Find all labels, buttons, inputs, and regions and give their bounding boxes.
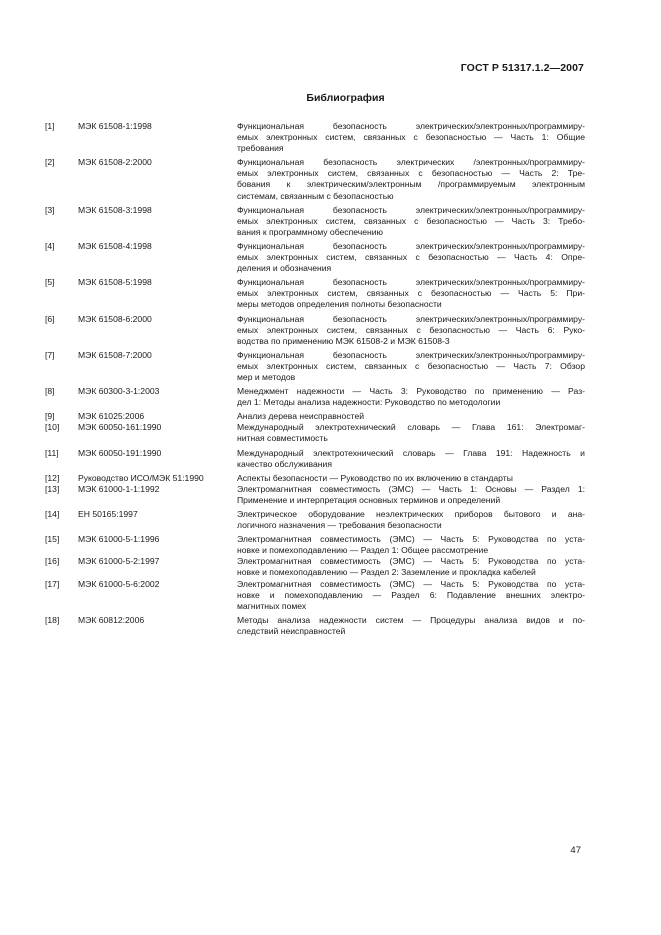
entry-standard-code: МЭК 61508-7:2000 bbox=[78, 349, 152, 360]
entry-description-line: емых электронных систем, связанных с безопасностью — Часть 3: Требо- bbox=[237, 215, 585, 226]
bibliography-entry bbox=[45, 556, 585, 578]
bibliography-entry bbox=[45, 448, 585, 470]
bibliography-entry bbox=[45, 350, 585, 383]
entry-description-line: меры методов определения полноты безопасности bbox=[237, 299, 442, 310]
entry-description-line: деления и обозначения bbox=[237, 263, 332, 274]
bibliography-entry bbox=[45, 411, 585, 422]
entry-description-line: Электромагнитная совместимость (ЭМС) — Часть 1: Основы — Раздел 1: bbox=[237, 483, 585, 494]
entry-description bbox=[237, 448, 585, 470]
entry-description-line: Функциональная безопасность электрических/электронных/программиру- bbox=[237, 313, 585, 324]
entry-number: [14] bbox=[45, 509, 60, 519]
entry-description-line: Международный электротехнический словарь — Глава 161: Электромаг- bbox=[237, 422, 585, 433]
entry-standard-code: МЭК 60300-3-1:2003 bbox=[78, 386, 160, 397]
entry-description-line: емых электронных систем, связанных с безопасностью — Часть 6: Руко- bbox=[237, 324, 585, 335]
entry-description-line: Функциональная безопасность электрических/электронных/программиру- bbox=[237, 277, 585, 288]
entry-description bbox=[237, 579, 585, 612]
entry-description-line: водства по применению МЭК 61508-2 и МЭК 61508-3 bbox=[237, 335, 450, 346]
entry-number: [5] bbox=[45, 277, 55, 288]
entry-number: [16] bbox=[45, 556, 60, 567]
entry-description-line: Функциональная безопасность электрических /электронных/программиру- bbox=[237, 157, 585, 168]
entry-description-line: емых электронных систем, связанных с безопасностью — Часть 4: Опре- bbox=[237, 252, 585, 263]
entry-description-line: нитная совместимость bbox=[237, 433, 328, 444]
section-title: Библиография bbox=[306, 92, 385, 104]
entry-description-line: Применение и интерпретация основных терминов и определений bbox=[237, 494, 501, 505]
entry-description-line: Международный электротехнический словарь — Глава 191: Надежность и bbox=[237, 447, 585, 458]
entry-standard-code: МЭК 61508-5:1998 bbox=[78, 277, 152, 288]
bibliography-entry bbox=[45, 509, 585, 531]
entry-description-line: Электрическое оборудование неэлектрических приборов бытового и ана- bbox=[237, 509, 585, 519]
entry-description-line: емых электронных систем, связанных с безопасностью — Часть 7: Обзор bbox=[237, 360, 585, 371]
entry-description bbox=[237, 121, 585, 154]
entry-description-line: Менеджмент надежности — Часть 3: Руководство по применению — Раз- bbox=[237, 386, 585, 397]
entry-description-line: бования к электрическим/электронным /программируемым электронным bbox=[237, 179, 585, 190]
entry-description bbox=[237, 556, 585, 578]
bibliography-entry bbox=[45, 314, 585, 347]
bibliography-entry bbox=[45, 241, 585, 274]
entry-description-line: Функциональная безопасность электрических/электронных/программиру- bbox=[237, 204, 585, 215]
entry-description-line: магнитных помех bbox=[237, 600, 307, 611]
entry-description-line: емых электронных систем, связанных с безопасностью — Часть 2: Тре- bbox=[237, 168, 585, 179]
entry-standard-code: МЭК 60050-161:1990 bbox=[78, 422, 162, 433]
entry-description-line: логичного назначения — требования безопасности bbox=[237, 520, 442, 531]
entry-description-line: Функциональная безопасность электрических/электронных/программиру- bbox=[237, 349, 585, 360]
entry-description-line: мер и методов bbox=[237, 371, 296, 382]
entry-description bbox=[237, 350, 585, 383]
entry-standard-code: МЭК 61508-6:2000 bbox=[78, 313, 152, 324]
entry-description-line: дел 1: Методы анализа надежности: Руководство по методологии bbox=[237, 397, 501, 408]
entry-number: [3] bbox=[45, 204, 55, 215]
entry-standard-code: МЭК 61508-1:1998 bbox=[78, 121, 152, 131]
bibliography-entry bbox=[45, 157, 585, 201]
entry-description bbox=[237, 509, 585, 531]
entry-description-line: емых электронных систем, связанных с безопасностью — Часть 1: Общие bbox=[237, 132, 585, 143]
bibliography-entry bbox=[45, 579, 585, 612]
entry-description-line: емых электронных систем, связанных с безопасностью — Часть 5: При- bbox=[237, 288, 585, 299]
entry-description bbox=[237, 386, 585, 408]
entry-description-line: новке и помехоподавлению — Раздел 2: Заземление и прокладка кабелей bbox=[237, 567, 536, 578]
bibliography-entry bbox=[45, 386, 585, 408]
entry-description bbox=[237, 422, 585, 444]
bibliography-entry bbox=[45, 615, 585, 637]
entry-description bbox=[237, 615, 585, 637]
bibliography-entry bbox=[45, 484, 585, 506]
entry-standard-code: Руководство ИСО/МЭК 51:1990 bbox=[78, 472, 204, 483]
entry-standard-code: МЭК 61508-4:1998 bbox=[78, 240, 152, 251]
entry-description-line: Аспекты безопасности — Руководство по их включению в стандарты bbox=[237, 472, 513, 483]
bibliography-entry bbox=[45, 422, 585, 444]
entry-description-line: следствий неисправностей bbox=[237, 625, 346, 636]
entry-number: [13] bbox=[45, 483, 60, 494]
page-number: 47 bbox=[570, 845, 581, 856]
bibliography-entry bbox=[45, 473, 585, 484]
entry-description-line: Электромагнитная совместимость (ЭМС) — Часть 5: Руководства по уста- bbox=[237, 556, 585, 567]
entry-number: [11] bbox=[45, 447, 59, 458]
entry-description-line: Анализ дерева неисправностей bbox=[237, 411, 365, 422]
entry-standard-code: МЭК 61508-2:2000 bbox=[78, 157, 152, 168]
entry-number: [15] bbox=[45, 534, 60, 545]
entry-standard-code: МЭК 61025:2006 bbox=[78, 411, 145, 422]
bibliography-entry bbox=[45, 534, 585, 556]
entry-description-line: требования bbox=[237, 143, 284, 154]
entry-description-line: Функциональная безопасность электрических/электронных/программиру- bbox=[237, 121, 585, 131]
entry-description-line: Методы анализа надежности систем — Процедуры анализа видов и по- bbox=[237, 614, 585, 625]
entry-standard-code: МЭК 60050-191:1990 bbox=[78, 447, 162, 458]
entry-number: [17] bbox=[45, 578, 60, 589]
entry-number: [2] bbox=[45, 157, 55, 168]
entry-description-line: Электромагнитная совместимость (ЭМС) — Часть 5: Руководства по уста- bbox=[237, 534, 585, 545]
entry-standard-code: МЭК 61000-5-6:2002 bbox=[78, 578, 160, 589]
entry-description-line: новке и помехоподавлению — Раздел 6: Подавление внешних электро- bbox=[237, 589, 585, 600]
entry-number: [9] bbox=[45, 411, 55, 422]
entry-number: [18] bbox=[45, 614, 60, 625]
entry-description bbox=[237, 534, 585, 556]
entry-number: [10] bbox=[45, 422, 60, 433]
entry-number: [12] bbox=[45, 472, 60, 483]
entry-description bbox=[237, 411, 585, 422]
entry-description bbox=[237, 205, 585, 238]
entry-number: [7] bbox=[45, 349, 55, 360]
bibliography-list bbox=[45, 121, 585, 640]
entry-description bbox=[237, 241, 585, 274]
entry-description-line: Электромагнитная совместимость (ЭМС) — Часть 5: Руководства по уста- bbox=[237, 578, 585, 589]
entry-standard-code: ЕН 50165:1997 bbox=[78, 509, 138, 519]
entry-description bbox=[237, 314, 585, 347]
entry-description-line: Функциональная безопасность электрических/электронных/программиру- bbox=[237, 240, 585, 251]
entry-description-line: новке и помехоподавлению — Раздел 1: Общее рассмотрение bbox=[237, 545, 489, 556]
entry-description-line: системам, связанным с безопасностью bbox=[237, 190, 394, 201]
entry-number: [8] bbox=[45, 386, 55, 397]
entry-description bbox=[237, 484, 585, 506]
entry-description bbox=[237, 157, 585, 201]
entry-standard-code: МЭК 60812:2006 bbox=[78, 614, 145, 625]
entry-standard-code: МЭК 61000-5-1:1996 bbox=[78, 534, 160, 545]
entry-description-line: вания к программному обеспечению bbox=[237, 226, 383, 237]
entry-number: [6] bbox=[45, 313, 55, 324]
document-code: ГОСТ Р 51317.1.2—2007 bbox=[460, 62, 584, 74]
bibliography-entry bbox=[45, 277, 585, 310]
entry-standard-code: МЭК 61000-1-1:1992 bbox=[78, 483, 160, 494]
entry-number: [4] bbox=[45, 240, 55, 251]
entry-standard-code: МЭК 61000-5-2:1997 bbox=[78, 556, 160, 567]
bibliography-entry bbox=[45, 205, 585, 238]
entry-description-line: качество обслуживания bbox=[237, 458, 332, 469]
entry-number: [1] bbox=[45, 121, 55, 131]
entry-description bbox=[237, 473, 585, 484]
entry-standard-code: МЭК 61508-3:1998 bbox=[78, 204, 152, 215]
entry-description bbox=[237, 277, 585, 310]
bibliography-entry bbox=[45, 121, 585, 154]
